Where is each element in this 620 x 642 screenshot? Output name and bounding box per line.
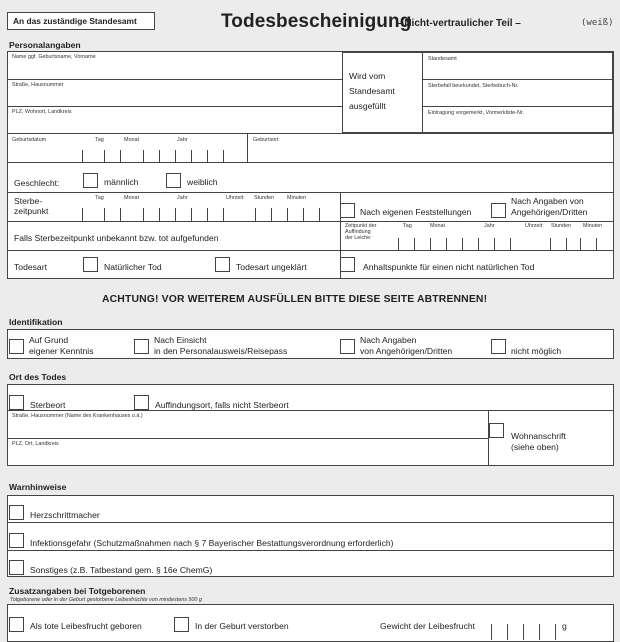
death-date-divider [223,208,224,221]
certified-label: Sterbefall beurkundet, Sterbebuch-Nr. [428,83,519,89]
place-found-label: Auffindungsort, falls nicht Sterbeort [155,400,289,410]
found-date-divider [550,238,551,250]
death-date-divider [175,208,176,221]
male-checkbox[interactable] [83,173,98,188]
id-impossible-label: nicht möglich [511,346,562,356]
death-date-divider [159,208,160,221]
death-date-divider [191,208,192,221]
section-title-warnings: Warnhinweise [9,482,67,492]
place-block [7,384,614,466]
non-natural-label: Anhaltspunkte für einen nicht natürlichen Tod [363,262,535,272]
manner-label: Todesart [14,262,47,272]
death-date-divider [303,208,304,221]
death-hours-label: Stunden [254,195,275,201]
found-time-label-3: der Leiche: [345,235,372,241]
found-time-clock-label: Uhrzeit: [525,223,544,229]
place-death-checkbox[interactable] [9,395,24,410]
found-date-divider [430,238,431,250]
male-label: männlich [104,177,139,187]
per-relatives-label-2: Angehörigen/Dritten [511,207,588,217]
birthdate-day-label: Tag [95,137,104,143]
id-own-knowledge-label-1: Auf Grund [29,335,69,345]
birth-date-divider [104,150,105,162]
id-impossible-checkbox[interactable] [491,339,506,354]
office-filled-line-1: Wird vom [349,71,386,81]
female-label: weiblich [187,177,218,187]
death-day-label: Tag [95,195,104,201]
death-date-divider [104,208,105,221]
id-own-knowledge-checkbox[interactable] [9,339,24,354]
id-passport-checkbox[interactable] [134,339,149,354]
color-tag: (weiß) [581,18,614,28]
section-title-identification: Identifikation [9,317,63,327]
pacemaker-label: Herzschrittmacher [30,510,100,520]
per-relatives-checkbox[interactable] [491,203,506,218]
found-date-divider [446,238,447,250]
id-passport-label-1: Nach Einsicht [154,335,207,345]
place-city-label: PLZ, Ort, Landkreis [12,441,59,447]
street-field-label: Straße, Hausnummer [12,82,64,88]
section-title-personal: Personalangaben [9,40,81,50]
infection-label: Infektionsgefahr (Schutzmaßnahmen nach § 7 Bayerischer Bestattungsverordnung erforderlich) [30,538,394,548]
weight-digit-divider [491,624,492,640]
died-birth-checkbox[interactable] [174,617,189,632]
born-dead-label: Als tote Leibesfrucht geboren [30,621,142,631]
death-time-label-1: Sterbe- [14,196,43,206]
weight-digit-divider [507,624,508,640]
found-date-divider [580,238,581,250]
birth-date-divider [143,150,144,162]
death-year-label: Jahr [177,195,188,201]
birthdate-year-label: Jahr [177,137,188,143]
per-relatives-label-1: Nach Angaben von [511,196,584,206]
found-date-divider [510,238,511,250]
birth-date-divider [159,150,160,162]
found-year-label: Jahr [484,223,495,229]
found-date-divider [566,238,567,250]
birth-date-divider [120,150,121,162]
id-passport-label-2: in den Personalausweis/Reisepass [154,346,288,356]
weight-unit: g [562,621,567,631]
weight-digit-divider [523,624,524,640]
sex-label: Geschlecht: [14,178,60,188]
birth-date-divider [82,150,83,162]
death-month-label: Monat [124,195,139,201]
death-date-divider [120,208,121,221]
weight-digit-divider [539,624,540,640]
own-findings-label: Nach eigenen Feststellungen [360,207,472,217]
death-date-divider [255,208,256,221]
document-subtitle: – Nicht-vertraulicher Teil – [396,18,521,29]
recipient-label: An das zuständige Standesamt [13,16,137,26]
home-address-label-1: Wohnanschrift [511,431,566,441]
id-relatives-label-2: von Angehörigen/Dritten [360,346,453,356]
detach-notice: ACHTUNG! VOR WEITEREM AUSFÜLLEN BITTE DIESE SEITE ABTRENNEN! [102,294,488,305]
office-filled-line-2: Standesamt [349,86,395,96]
birthdate-label: Geburtsdatum [12,137,47,143]
other-warning-label: Sonstiges (z.B. Tatbestand gem. § 16e ChemG) [30,565,213,575]
id-relatives-label-1: Nach Angaben [360,335,417,345]
found-time-label-1: Zeitpunkt der [345,223,377,229]
found-date-divider [478,238,479,250]
pacemaker-checkbox[interactable] [9,505,24,520]
death-date-divider [319,208,320,221]
death-date-divider [271,208,272,221]
unknown-time-label: Falls Sterbezeitpunkt unbekannt bzw. tot aufgefunden [14,233,219,243]
found-date-divider [462,238,463,250]
entry-label: Eintragung vorgemerkt, Vormerkliste-Nr. [428,110,524,116]
city-field-label: PLZ, Wohnort, Landkreis [12,109,72,115]
death-date-divider [207,208,208,221]
home-address-label-2: (siehe oben) [511,442,559,452]
found-hours-label: Stunden [551,223,572,229]
born-dead-checkbox[interactable] [9,617,24,632]
birth-date-divider [207,150,208,162]
id-own-knowledge-label-2: eigener Kenntnis [29,346,94,356]
found-date-divider [596,238,597,250]
found-date-divider [398,238,399,250]
death-time-clock-label: Uhrzeit: [226,195,245,201]
home-address-checkbox[interactable] [489,423,504,438]
non-natural-checkbox[interactable] [340,257,355,272]
found-day-label: Tag [403,223,412,229]
birthplace-label: Geburtsort [253,137,279,143]
death-date-divider [82,208,83,221]
document-title: Todesbescheinigung [221,11,412,32]
died-birth-label: In der Geburt verstorben [195,621,289,631]
infection-checkbox[interactable] [9,533,24,548]
place-street-label: Straße, Hausnummer (Name des Krankenhauses o.ä.) [12,413,143,419]
place-found-checkbox[interactable] [134,395,149,410]
birthdate-month-label: Monat [124,137,139,143]
death-date-divider [287,208,288,221]
found-month-label: Monat [430,223,445,229]
place-death-label: Sterbeort [30,400,66,410]
weight-digit-divider [555,624,556,640]
natural-death-label: Natürlicher Tod [104,262,162,272]
birth-date-divider [223,150,224,162]
death-time-label-2: zeitpunkt [14,206,49,216]
natural-death-checkbox[interactable] [83,257,98,272]
unclear-death-checkbox[interactable] [215,257,230,272]
female-checkbox[interactable] [166,173,181,188]
found-minutes-label: Minuten [583,223,603,229]
own-findings-checkbox[interactable] [340,203,355,218]
birth-date-divider [191,150,192,162]
death-minutes-label: Minuten [287,195,307,201]
stillborn-subtitle: Totgeborene oder in der Geburt gestorbene Leibesfrüchte von mindestens 500 g [10,597,202,603]
office-filled-line-3: ausgefüllt [349,101,386,111]
found-time-label-2: Auffindung [345,229,371,235]
weight-label: Gewicht der Leibesfrucht [380,621,476,631]
section-title-stillborn: Zusatzangaben bei Totgeborenen [9,586,146,596]
found-date-divider [414,238,415,250]
name-field-label: Name ggf. Geburtsname, Vorname [12,54,96,60]
id-relatives-checkbox[interactable] [340,339,355,354]
birth-date-divider [175,150,176,162]
registry-office-label: Standesamt [428,56,457,62]
section-title-place: Ort des Todes [9,372,67,382]
death-date-divider [143,208,144,221]
personal-block [7,51,614,279]
unclear-death-label: Todesart ungeklärt [236,262,307,272]
found-date-divider [494,238,495,250]
other-warning-checkbox[interactable] [9,560,24,575]
